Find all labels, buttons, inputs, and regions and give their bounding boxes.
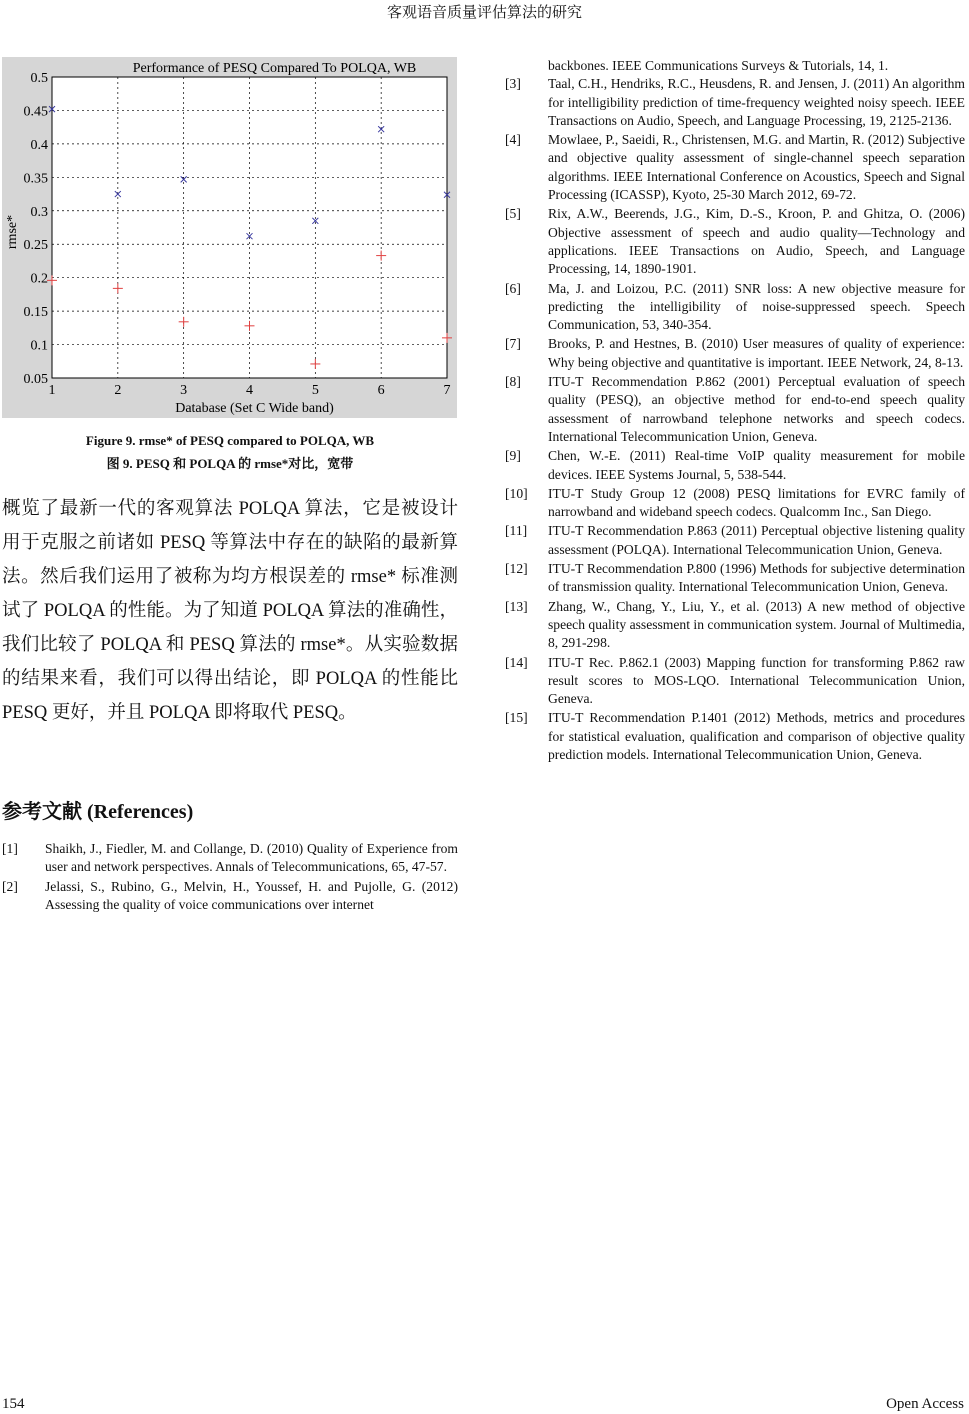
x-tick-label: 6 [377,383,385,398]
y-tick-label: 0.15 [23,305,48,321]
reference-number: [5] [505,206,521,222]
x-axis-label: Database (Set C Wide band) [175,401,334,416]
y-tick-label: 0.35 [23,171,48,187]
reference-item [505,522,965,559]
y-tick-label: 0.4 [30,137,48,153]
reference-item [2,840,458,877]
reference-text: Taal, C.H., Hendriks, R.C., Heusdens, R. and Jensen, J. (2011) An algorithm for intelligibility prediction of time-frequency weighted noisy speech. IEEE Transactions on Audio, Speech, and Language Processing, 19, 2125-2136. [548,76,965,128]
reference-text: ITU-T Rec. P.862.1 (2003) Mapping function for transforming P.862 raw result scores to MOS-LQO. International Telecommunication Union, Geneva. [548,654,965,707]
y-tick-label: 0.5 [30,71,48,86]
reference-number: [12] [505,561,528,577]
reference-text: Jelassi, S., Rubino, G., Melvin, H., Youssef, H. and Pujolle, G. (2012) Assessing the quality of voice communications over internet [45,878,458,912]
page-number: 154 [2,1396,25,1412]
reference-text: Rix, A.W., Beerends, J.G., Kim, D.-S., Kroon, P. and Ghitza, O. (2006) Objective assessment of speech and audio quality—Technology and applications. IEEE Transactions on Audio, Speech, and Language Processing, 14, 1890-1901. [548,206,965,277]
reference-item [505,205,965,278]
figure-caption-zh: 图 9. PESQ 和 POLQA 的 rmse*对比，宽带 [106,456,354,471]
references-right [505,57,965,765]
reference-item [505,598,965,653]
y-tick-label: 0.45 [23,104,48,120]
body-paragraph: 概览了最新一代的客观算法 POLQA 算法，它是被设计用于克服之前诸如 PESQ 等算法中存在的缺陷的最新算法。然后我们运用了被称为均方根误差的 rmse* 标准测试了 POLQA 的性能。为了知道 POLQA 算法的准确性，我们比较了 POLQA 和 PESQ 算法的 rmse*。从实验数据的结果来看，我们可以得出结论，即 POLQA 的性能比 PESQ 更好，并且 POLQA 即将取代 PESQ。 [2,499,458,723]
reference-number: [6] [505,280,521,296]
reference-number: [10] [505,485,528,501]
references-heading: 参考文献 (References) [2,801,194,823]
reference-number: [11] [505,523,528,539]
reference-text: ITU-T Recommendation P.862 (2001) Perceptual evaluation of speech quality (PESQ), an objective method for end-to-end speech quality assessment of narrowband telephone networks and speech codecs. International Telecommunication Union, Geneva. [548,374,965,444]
x-tick-label: 5 [311,383,319,398]
x-tick-label: 4 [246,383,253,398]
y-axis-label: rmse* [5,214,20,250]
x-tick-label: 1 [48,383,56,398]
reference-item [505,280,965,335]
reference-number: [9] [505,448,521,464]
reference-text: ITU-T Study Group 12 (2008) PESQ limitations for EVRC family of narrowband and wideband speech codecs. Qualcomm Inc., San Diego. [548,485,965,520]
reference-text: Brooks, P. and Hestnes, B. (2010) User measures of quality of experience: Why being objective and quantitative is important. IEEE Network, 24, 8-13. [548,336,965,370]
reference-item [505,447,965,484]
x-tick-label: 3 [180,383,188,398]
reference-number: [2] [2,878,18,894]
reference-text: Zhang, W., Chang, Y., Liu, Y., et al. (2013) A new method of objective speech quality assessment in communication system. Journal of Multimedia, 8, 291-298. [548,598,965,651]
reference-number: [8] [505,374,521,390]
y-tick-label: 0.25 [23,238,48,254]
reference-text: ITU-T Recommendation P.800 (1996) Methods for subjective determination of transmission quality. International Telecommunication Union, Geneva. [548,561,965,595]
reference-text: ITU-T Recommendation P.863 (2011) Perceptual objective listening quality assessment (POLQA). International Telecommunication Union, Geneva. [548,523,965,557]
reference-item [505,709,965,764]
reference-number: [15] [505,710,528,726]
reference-item [505,485,965,522]
reference-number: [3] [505,76,521,92]
x-tick-label: 2 [114,383,122,398]
x-tick-label: 7 [443,383,451,398]
reference-item [505,75,965,130]
figure-chart [2,57,457,418]
reference-text: Mowlaee, P., Saeidi, R., Christensen, M.G. and Martin, R. (2012) Subjective and objective quality assessment of single-channel speech separation algorithms. IEEE International Conference on Acoustics, Speech and Signal Processing (ICASSP), Kyoto, 25-30 March 2012, 69-72. [548,132,965,203]
reference-number: [7] [505,336,521,352]
y-tick-label: 0.3 [30,204,48,220]
reference-text: ITU-T Recommendation P.1401 (2012) Methods, metrics and procedures for statistical evaluation, qualification and comparison of objective quality prediction models. International Telecommunication Union, Geneva. [548,710,965,762]
y-tick-label: 0.2 [30,271,48,287]
reference-item [505,560,965,597]
running-header: 客观语音质量评估算法的研究 [386,5,582,21]
chart-title: Performance of PESQ Compared To POLQA, WB [132,61,417,76]
reference-number: [1] [2,841,18,856]
reference-number: [4] [505,132,521,148]
reference-item [505,335,965,372]
reference-item [505,373,965,446]
references-left [2,840,458,915]
reference-text: Ma, J. and Loizou, P.C. (2011) SNR loss: A new objective measure for predicting the intelligibility of noise-suppressed speech. Speech Communication, 53, 340-354. [548,280,965,333]
figure-caption-en: Figure 9. rmse* of PESQ compared to POLQA, WB [85,433,375,448]
reference-item [2,878,458,915]
footer-journal: Open Access [886,1396,964,1412]
reference-text: Chen, W.-E. (2011) Real-time VoIP quality measurement for mobile devices. IEEE Systems Journal, 5, 538-544. [548,448,965,482]
reference-text: Shaikh, J., Fiedler, M. and Collange, D. (2010) Quality of Experience from user and network perspectives. Annals of Telecommunications, 65, 47-57. [45,841,458,875]
y-tick-label: 0.05 [23,372,48,387]
reference-continuation: backbones. IEEE Communications Surveys & Tutorials, 14, 1. [548,58,889,73]
reference-number: [14] [505,654,528,670]
scatter-chart [2,57,457,418]
reference-number: [13] [505,598,528,614]
y-tick-label: 0.1 [30,338,48,354]
reference-item [505,654,965,709]
reference-item [505,131,965,204]
